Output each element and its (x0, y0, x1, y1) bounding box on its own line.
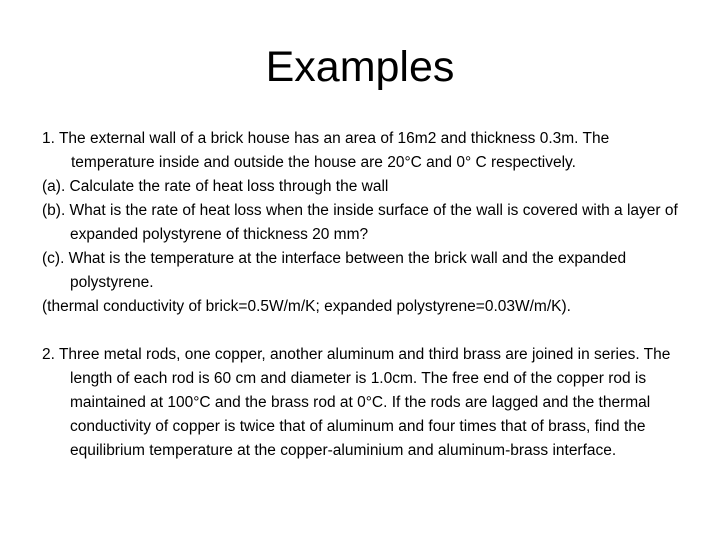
example-1-part-b: (b). What is the rate of heat loss when the inside surface of the wall is covered with a layer of expanded polystyrene of thickness 20 mm? (42, 202, 678, 243)
paragraph-spacer (42, 319, 692, 343)
example-1-part-a: (a). Calculate the rate of heat loss through the wall (42, 178, 389, 195)
example-1-part-c: (c). What is the temperature at the interface between the brick wall and the expanded polystyrene. (42, 250, 627, 291)
example-1-constants: (thermal conductivity of brick=0.5W/m/K; expanded polystyrene=0.03W/m/K). (42, 298, 571, 315)
example-1-intro: 1. The external wall of a brick house has an area of 16m2 and thickness 0.3m. The temperature inside and outside the house are 20°C and 0° C respectively. (42, 130, 610, 171)
slide-title: Examples (265, 43, 455, 91)
slide-body (42, 127, 692, 463)
example-2-text: 2. Three metal rods, one copper, another aluminum and third brass are joined in series. The length of each rod is 60 cm and diameter is 1.0cm. The free end of the copper rod is maintained at 100°C and the brass rod at 0°C. If the rods are lagged and the thermal conductivity of copper is twice that of aluminum and four times that of brass, find the equilibrium temperature at the copper-aluminium and aluminum-brass interface. (42, 346, 671, 459)
